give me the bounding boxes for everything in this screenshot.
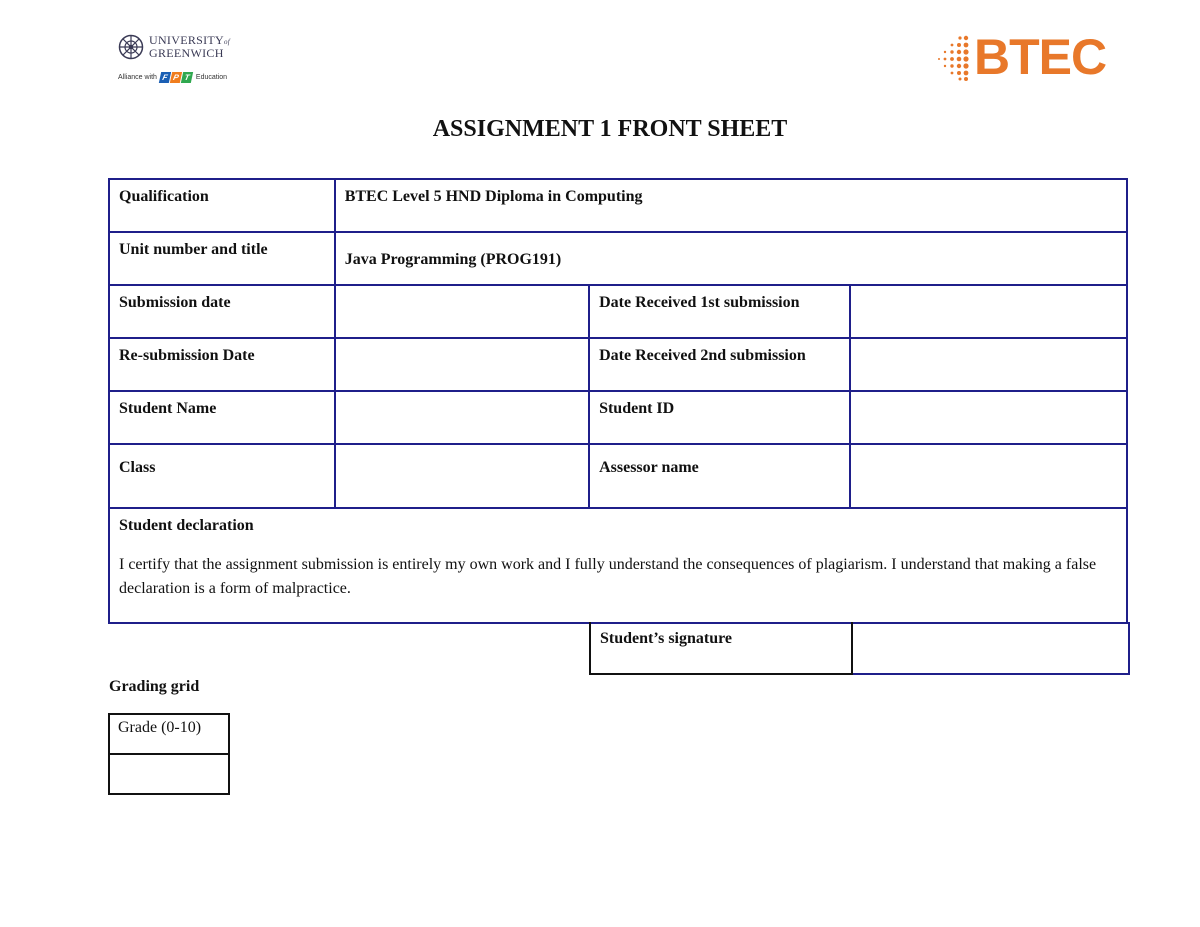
table-row (109, 232, 1127, 285)
table-row (109, 391, 1127, 444)
class-label: Class (109, 444, 335, 508)
assessor-field[interactable] (850, 444, 1127, 508)
declaration-text: I certify that the assignment submission is entirely my own work and I fully understand the consequences of plagiarism. I understand that making a false declaration is a form of malpractice. (119, 556, 1097, 597)
grading-grid-heading: Grading grid (109, 678, 200, 695)
student-id-field[interactable] (850, 391, 1127, 444)
table-row (109, 508, 1127, 623)
date-received-2-field[interactable] (850, 338, 1127, 391)
student-name-label: Student Name (109, 391, 335, 444)
table-row (109, 338, 1127, 391)
table-row (109, 714, 229, 754)
fpt-logo (160, 72, 193, 83)
date-received-1-label: Date Received 1st submission (589, 285, 850, 338)
btec-logo (936, 29, 1107, 85)
qualification-value: BTEC Level 5 HND Diploma in Computing (335, 179, 1127, 232)
date-received-1-field[interactable] (850, 285, 1127, 338)
greenwich-line2: GREENWICH (149, 46, 224, 60)
table-row (109, 285, 1127, 338)
btec-wordmark: BTEC (974, 29, 1107, 85)
alliance-prefix: Alliance with (118, 74, 157, 81)
submission-date-label: Submission date (109, 285, 335, 338)
table-row (109, 754, 229, 794)
signature-table (589, 622, 1130, 675)
table-row (109, 179, 1127, 232)
page-title: ASSIGNMENT 1 FRONT SHEET (432, 116, 788, 142)
assessor-label: Assessor name (589, 444, 850, 508)
unit-value: Java Programming (PROG191) (335, 232, 1127, 285)
university-of-greenwich-logo (118, 34, 230, 83)
table-row (590, 622, 1129, 674)
qualification-label: Qualification (109, 179, 335, 232)
alliance-suffix: Education (195, 74, 228, 81)
grade-label: Grade (0-10) (109, 714, 229, 754)
submission-date-field[interactable] (335, 285, 589, 338)
grade-field[interactable] (109, 754, 229, 794)
greenwich-line1: UNIVERSITY (149, 33, 224, 47)
declaration-cell (109, 508, 1127, 623)
student-name-field[interactable] (335, 391, 589, 444)
grading-grid-table (108, 713, 230, 795)
date-received-2-label: Date Received 2nd submission (589, 338, 850, 391)
class-field[interactable] (335, 444, 589, 508)
signature-field[interactable] (852, 622, 1129, 674)
table-row (109, 444, 1127, 508)
greenwich-of: of (224, 38, 231, 46)
student-id-label: Student ID (589, 391, 850, 444)
greenwich-crest-icon (118, 34, 144, 60)
fpt-letter-p: P (170, 72, 182, 83)
front-sheet-table (108, 178, 1128, 624)
fpt-letter-f: F (159, 72, 171, 83)
resubmission-date-label: Re-submission Date (109, 338, 335, 391)
signature-label: Student’s signature (590, 622, 852, 674)
btec-dots-icon (936, 32, 972, 82)
unit-label: Unit number and title (109, 232, 335, 285)
resubmission-date-field[interactable] (335, 338, 589, 391)
declaration-label: Student declaration (119, 517, 254, 534)
fpt-letter-t: T (181, 72, 193, 83)
